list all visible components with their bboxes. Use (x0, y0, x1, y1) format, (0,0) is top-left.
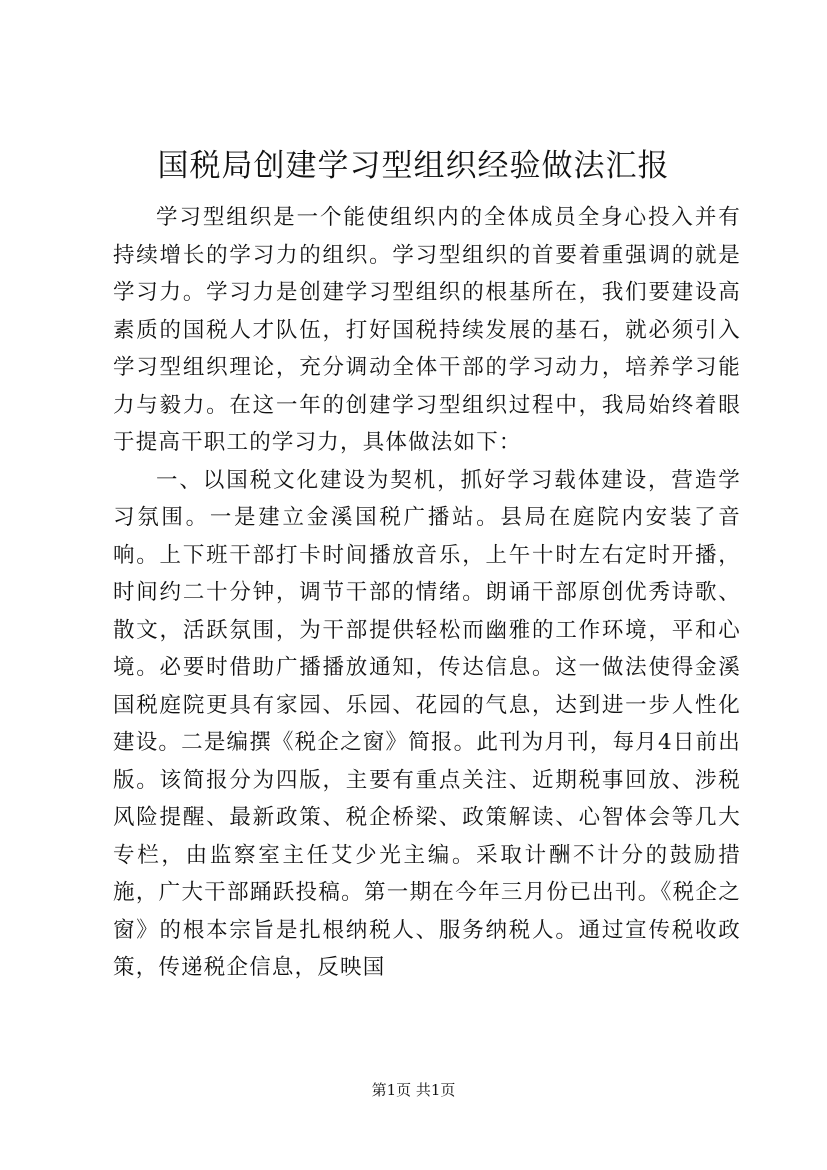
body-paragraph-section-one: 一、以国税文化建设为契机，抓好学习载体建设，营造学习氛围。一是建立金溪国税广播站。县局在庭院内安装了音响。上下班干部打卡时间播放音乐，上午十时左右定时开播，时间约二十分钟，调节干部的情绪。朗诵干部原创优秀诗歌、散文，活跃氛围，为干部提供轻松而幽雅的工作环境，平和心境。必要时借助广播播放通知，传达信息。这一做法使得金溪国税庭院更具有家园、乐园、花园的气息，达到进一步人性化建设。二是编撰《税企之窗》简报。此刊为月刊，每月4日前出版。该简报分为四版，主要有重点关注、近期税事回放、涉税风险提醒、最新政策、税企桥梁、政策解读、心智体会等几大专栏，由监察室主任艾少光主编。采取计酬不计分的鼓励措施，广大干部踊跃投稿。第一期在今年三月份已出刊。《税企之窗》的根本宗旨是扎根纳税人、服务纳税人。通过宣传税收政策，传递税企信息，反映国 (113, 467, 741, 980)
document-body (113, 199, 741, 987)
page-footer: 第1页 共1页 (371, 1081, 456, 1099)
document-title: 国税局创建学习型组织经验做法汇报 (157, 148, 670, 184)
body-paragraph-intro: 学习型组织是一个能使组织内的全体成员全身心投入并有持续增长的学习力的组织。学习型组织的首要着重强调的就是学习力。学习力是创建学习型组织的根基所在，我们要建设高素质的国税人才队伍，打好国税持续发展的基石，就必须引入学习型组织理论，充分调动全体干部的学习动力，培养学习能力与毅力。在这一年的创建学习型组织过程中，我局始终着眼于提高干职工的学习力，具体做法如下： (113, 205, 741, 455)
